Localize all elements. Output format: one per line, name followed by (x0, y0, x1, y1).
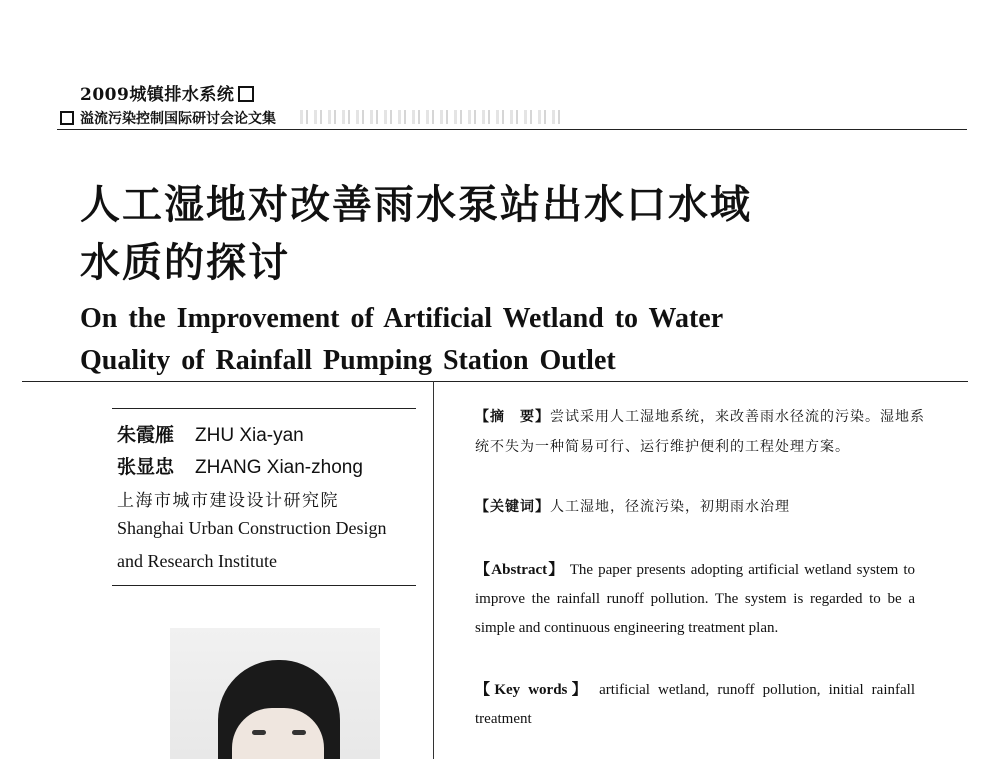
abstract-cn (475, 402, 925, 462)
keywords-cn-text: 人工湿地，径流污染，初期雨水治理 (550, 499, 790, 515)
title-en (80, 298, 723, 382)
proceedings-subtitle (60, 108, 276, 128)
affiliation-cn: 上海市城市建设设计研究院 (117, 491, 339, 511)
abstract-cn-text: 尝试采用人工湿地系统，来改善雨水径流的污染。湿地系统不失为一种简易可行、运行维护便利的工程处理方案。 (475, 409, 925, 455)
author-1-name-en: ZHU Xia-yan (195, 425, 304, 446)
proceedings-title (80, 80, 254, 105)
proceedings-title-text: 2009城镇排水系统 (80, 85, 235, 105)
abstract-cn-label: 【摘 要】 (475, 409, 550, 425)
keywords-en-text: artificial wetland, runoff pollution, initial rainfall treatment (475, 682, 915, 727)
square-box-icon (238, 86, 254, 102)
author-2-name-en: ZHANG Xian-zhong (195, 457, 363, 478)
abstract-en-label: 【Abstract】 (475, 562, 565, 578)
proceedings-subtitle-text: 溢流污染控制国际研讨会论文集 (80, 111, 276, 127)
author-1-name-cn: 朱霞雁 (117, 424, 175, 446)
abstract-en-text: The paper presents adopting artificial wetland system to improve the rainfall runoff pollution. The system is regarded to be a simple and continuous engineering treatment plan. (475, 562, 915, 636)
author-photo-eye-left (252, 730, 266, 735)
keywords-en (475, 676, 915, 734)
title-cn-line1: 人工湿地对改善雨水泵站出水口水域 (80, 181, 752, 228)
author-top-rule (112, 408, 416, 409)
author-bottom-rule (112, 585, 416, 586)
affiliation-en-line1: Shanghai Urban Construction Design (117, 518, 387, 538)
abstract-en (475, 556, 915, 643)
column-divider (433, 381, 434, 759)
header-rule (57, 129, 967, 130)
title-cn-line2: 水质的探讨 (80, 239, 290, 286)
scan-noise (300, 110, 560, 124)
title-cn (80, 176, 752, 292)
author-2-name-cn: 张显忠 (117, 456, 175, 478)
title-en-line2: Quality of Rainfall Pumping Station Outlet (80, 345, 616, 376)
keywords-en-label: 【Key words】 (475, 682, 592, 698)
author-photo-eye-right (292, 730, 306, 735)
keywords-cn (475, 492, 925, 522)
affiliation-en-line2: and Research Institute (117, 551, 277, 571)
author-1 (117, 420, 304, 447)
keywords-cn-label: 【关键词】 (475, 499, 550, 515)
author-2 (117, 452, 363, 479)
title-en-line1: On the Improvement of Artificial Wetland to Water (80, 303, 724, 334)
title-rule (22, 381, 968, 382)
square-box-icon (60, 111, 74, 125)
